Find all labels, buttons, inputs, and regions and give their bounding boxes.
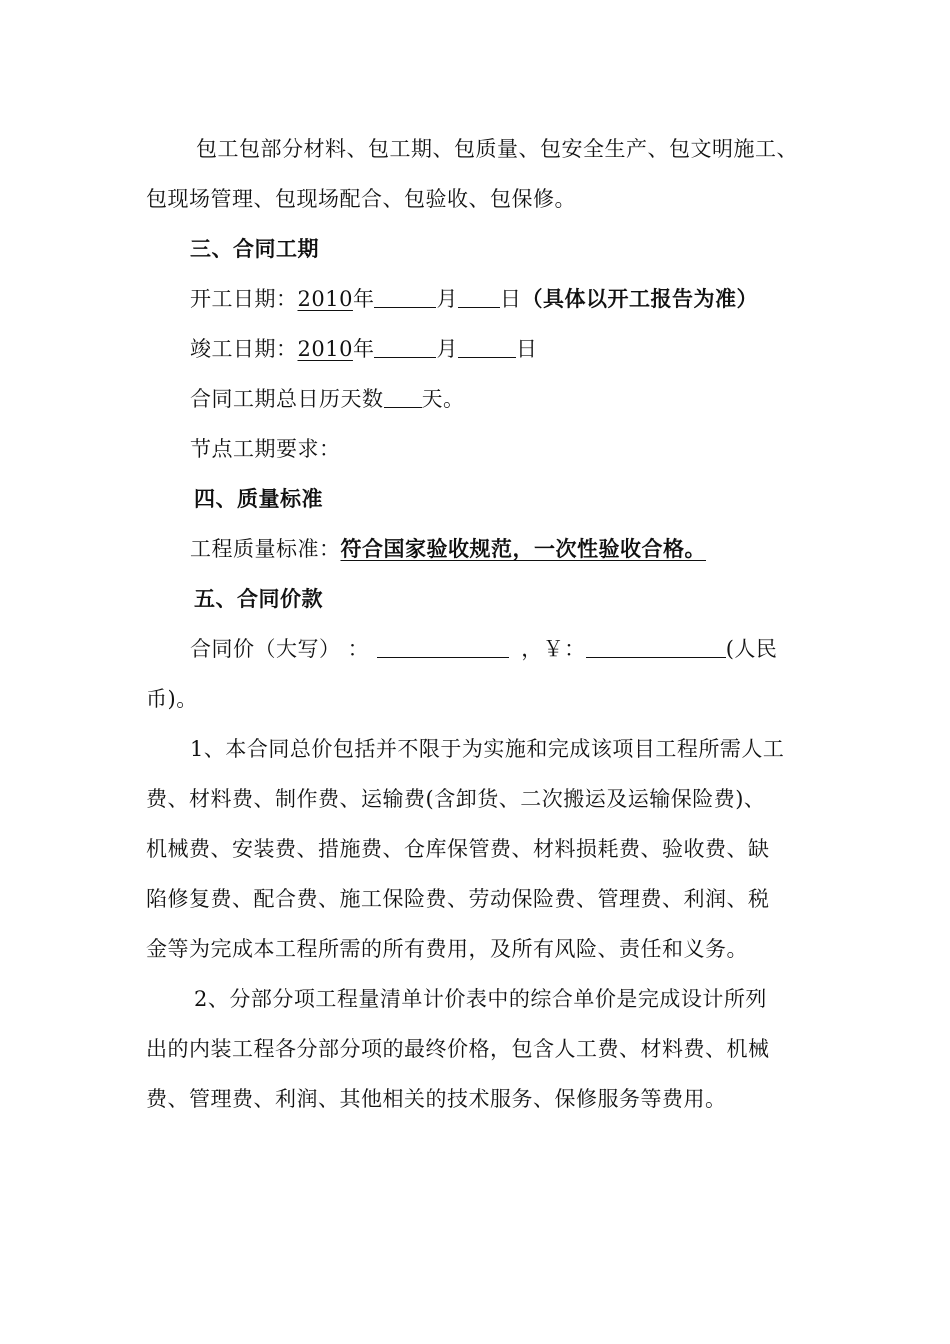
clause-1-line-2: 费、材料费、制作费、运输费(含卸货、二次搬运及运输保险费)、 — [146, 787, 766, 811]
clause-2-line-1: 2、分部分项工程量清单计价表中的综合单价是完成设计所列 — [194, 987, 767, 1011]
start-date-line — [190, 284, 758, 314]
clause-2-line-3: 费、管理费、利润、其他相关的技术服务、保修服务等费用。 — [146, 1087, 727, 1111]
price-suffix: (人民 — [725, 637, 778, 661]
price-rmb-label: ￥： — [542, 637, 586, 661]
start-date-note: （具体以开工报告为准） — [521, 286, 758, 311]
end-day-blank — [458, 335, 516, 358]
clause-1-line-5: 金等为完成本工程所需的所有费用，及所有风险、责任和义务。 — [146, 937, 748, 961]
year-char: 年 — [352, 287, 375, 311]
total-days-blank — [384, 385, 422, 408]
day-char: 日 — [515, 337, 538, 361]
month-char: 月 — [436, 337, 458, 361]
price-line-2: 币)。 — [146, 687, 198, 711]
price-label: 合同价（大写） ： — [190, 637, 370, 661]
start-date-year: 2010 — [297, 287, 353, 311]
clause-1-line-4: 陷修复费、配合费、施工保险费、劳动保险费、管理费、利润、税 — [146, 887, 770, 911]
scope-line-1: 包工包部分材料、包工期、包质量、包安全生产、包文明施工、 — [196, 137, 798, 161]
end-date-year: 2010 — [297, 337, 353, 361]
end-date-line — [190, 334, 537, 364]
day-char: 日 — [499, 287, 522, 311]
quality-line — [190, 534, 724, 564]
clause-2-line-2: 出的内装工程各分部分项的最终价格，包含人工费、材料费、机械 — [146, 1037, 770, 1061]
start-month-blank — [374, 285, 436, 308]
price-uppercase-blank — [377, 635, 509, 658]
section-3-heading: 三、合同工期 — [190, 236, 319, 261]
year-char: 年 — [352, 337, 375, 361]
scope-line-2: 包现场管理、包现场配合、包验收、包保修。 — [146, 187, 576, 211]
end-month-blank — [374, 335, 436, 358]
price-line — [190, 634, 777, 664]
milestone-line: 节点工期要求： — [190, 437, 341, 461]
clause-1-line-3: 机械费、安装费、措施费、仓库保管费、材料损耗费、验收费、缺 — [146, 837, 770, 861]
start-day-blank — [458, 285, 500, 308]
clause-1-line-1: 1、本合同总价包括并不限于为实施和完成该项目工程所需人工 — [190, 737, 785, 761]
start-date-label: 开工日期： — [190, 287, 298, 311]
end-date-label: 竣工日期： — [190, 337, 298, 361]
quality-value: 符合国家验收规范，一次性验收合格。 — [340, 536, 706, 561]
quality-label: 工程质量标准： — [190, 537, 341, 561]
total-days-prefix: 合同工期总日历天数 — [190, 387, 384, 411]
month-char: 月 — [436, 287, 458, 311]
total-days-line — [190, 384, 465, 414]
section-4-heading: 四、质量标准 — [194, 486, 323, 511]
total-days-suffix: 天。 — [421, 387, 465, 411]
price-number-blank — [586, 635, 726, 658]
price-comma: ， — [521, 637, 543, 661]
section-5-heading: 五、合同价款 — [194, 586, 323, 611]
